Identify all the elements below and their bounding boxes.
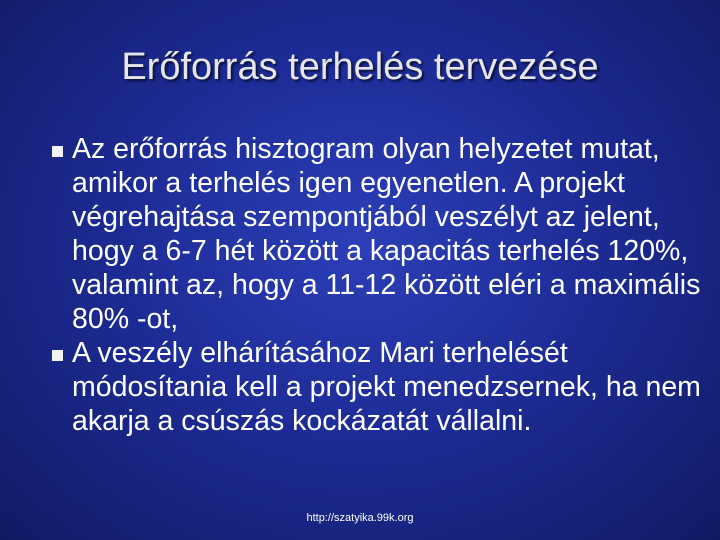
footer-url: http://szatyika.99k.org: [306, 512, 414, 524]
square-bullet-icon: [52, 350, 63, 361]
bullet-text: Az erőforrás hisztogram olyan helyzetet mutat, amikor a terhelés igen egyenetlen. A projekt végrehajtása szempontjából veszélyt az jelent, hogy a 6-7 hét között a kapacitás terhelés 120%, valamint az, hogy a 11-12 között eléri a maximális 80% -ot,: [72, 133, 701, 335]
bullet-item: [52, 336, 712, 438]
slide-title: Erőforrás terhelés tervezése: [121, 46, 599, 88]
square-bullet-icon: [52, 146, 63, 157]
bullet-item: [52, 132, 712, 336]
bullet-list: [52, 132, 712, 438]
bullet-text: A veszély elhárításához Mari terhelését módosítania kell a projekt menedzsernek, ha nem akarja a csúszás kockázatát vállalni.: [72, 337, 701, 437]
